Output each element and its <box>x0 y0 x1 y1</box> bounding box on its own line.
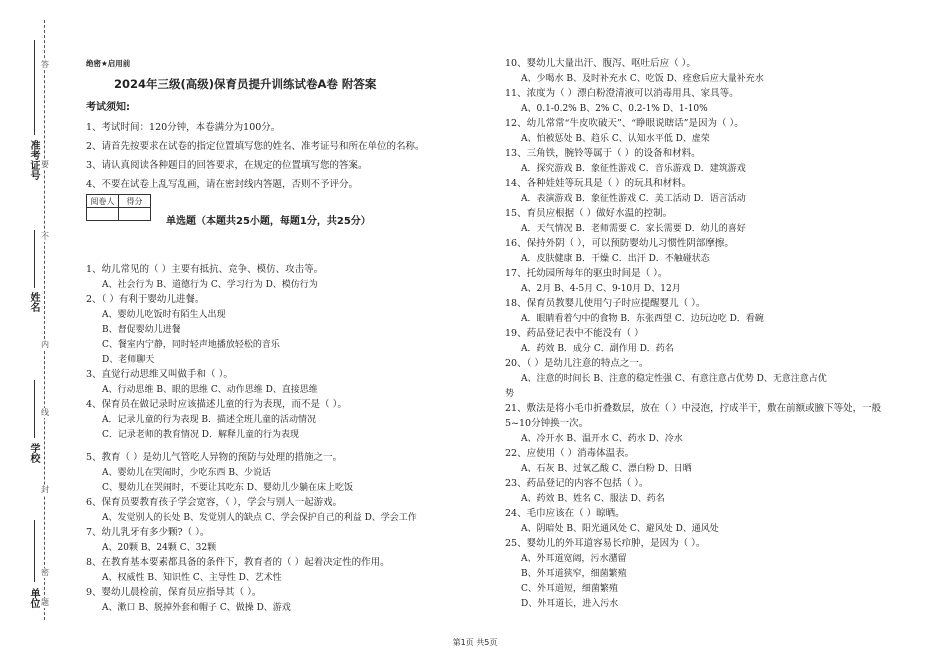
seal-char-ti: 题 <box>41 598 49 607</box>
question-text: 3、直觉行动思维又叫做手和（ ）。 <box>86 369 233 380</box>
question-options: A、冷开水 B、温开水 C、药水 D、冷水 <box>521 434 683 444</box>
question-text: 5、教育（ ）是幼儿气管吃人异物的预防与处理的措施之一。 <box>86 452 343 463</box>
page-title: 2024年三级(高级)保育员提升训练试卷A卷 附答案 <box>114 77 377 91</box>
seal-char-da: 答 <box>41 60 49 69</box>
question-options: A．皮肤健康 B．干燥 C．出汗 D．不触碰状态 <box>521 254 710 264</box>
question-text: 5~10分钟换一次。 <box>505 418 589 429</box>
question-text: 6、保育员要教育孩子学会宽容，（ ），学会与别人一起游戏。 <box>86 497 343 508</box>
field-unit-label <box>26 588 40 612</box>
notice-item-3: 3、请认真阅读各种题目的回答要求，在规定的位置填写您的答案。 <box>86 160 368 171</box>
question-text: 22、应使用（ ）消毒体温表。 <box>505 448 635 459</box>
field-school-line <box>34 380 35 438</box>
seal-line <box>44 20 45 620</box>
question-options: A、少喝水 B、及时补充水 C、吃饭 D、痊愈后应大量补充水 <box>521 74 764 84</box>
field-unit-line <box>34 520 35 582</box>
question-text: 25、婴幼儿的外耳道容易长疖肿，是因为（ ）。 <box>505 538 706 549</box>
question-options: A、20颗 B、24颗 C、32颗 <box>102 543 217 553</box>
question-options: A．眼睛看着勺中的食物 B．东张西望 C．边玩边吃 D．看碗 <box>521 314 764 324</box>
question-options: B、督促婴幼儿进餐 <box>102 325 181 335</box>
question-options: A、行动思维 B、眼的思维 C、动作思维 D、直接思维 <box>102 385 318 395</box>
question-options: A、石灰 B、过氧乙酸 C、漂白粉 D、日晒 <box>521 464 692 474</box>
field-school-label <box>26 443 40 467</box>
question-options: 势 <box>505 389 515 399</box>
question-options: A、权威性 B、知识性 C、主导性 D、艺术性 <box>102 573 282 583</box>
question-text: 16、保持外阴（ ），可以预防婴幼儿习惯性阴部摩擦。 <box>505 238 734 249</box>
field-exam-number-line <box>34 40 35 135</box>
secret-mark: 绝密★启用前 <box>86 59 131 68</box>
question-text: 9、婴幼儿晨检前，保育员应指导其（ ）。 <box>86 587 262 598</box>
question-text: 2、（ ）有利于婴幼儿进餐。 <box>86 294 205 305</box>
question-options: C．记录老师的教育情况 D．解释儿童的行为表现 <box>102 430 299 440</box>
question-options: A、社会行为 B、道德行为 C、学习行为 D、模仿行为 <box>102 280 318 290</box>
question-text: 20、（ ）是幼儿注意的特点之一。 <box>505 358 649 369</box>
question-options: A．天气情况 B．老师需要 C．家长需要 D．幼儿的喜好 <box>521 224 746 234</box>
field-exam-number-label <box>26 140 40 184</box>
question-options: C、外耳道短，细菌繁殖 <box>521 584 618 594</box>
field-name-text: 姓名 <box>28 292 39 312</box>
seal-char-mi: 密 <box>41 568 49 577</box>
score-table <box>86 194 151 221</box>
question-options: A、外耳道宽阔，污水潴留 <box>521 554 627 564</box>
field-school-text: 学校 <box>28 443 39 463</box>
section-heading: 单选题（本题共25小题，每题1分，共25分） <box>166 216 371 227</box>
field-name-line <box>34 230 35 288</box>
question-text: 10、婴幼儿大量出汗、腹泻、呕吐后应（ ）。 <box>505 58 696 69</box>
question-options: A．探究游戏 B．象征性游戏 C．音乐游戏 D．建筑游戏 <box>521 164 746 174</box>
question-options: A、婴幼儿吃饭时有陌生人出现 <box>102 310 226 320</box>
question-options: A、药效 B、姓名 C、服法 D、药名 <box>521 494 665 504</box>
field-exam-number-text: 准考证号 <box>28 140 39 180</box>
question-text: 14、各种娃娃等玩具是（ ）的玩具和材料。 <box>505 178 692 189</box>
notice-item-1: 1、考试时间：120分钟，本卷满分为100分。 <box>86 122 281 133</box>
seal-char-bu: 不 <box>41 232 49 241</box>
question-text: 1、幼儿常见的（ ）主要有抵抗、竞争、模仿、攻击等。 <box>86 264 324 275</box>
question-options: A．记录儿童的行为表现 B．描述全班儿童的活动情况 <box>102 415 316 425</box>
question-options: A、漱口 B、脱掉外套和帽子 C、做操 D、游戏 <box>102 603 291 613</box>
question-options: A．药效 B．成分 C．副作用 D．药名 <box>521 344 674 354</box>
score-table-grader-cell[interactable] <box>87 208 119 221</box>
score-table-score-cell[interactable] <box>119 208 151 221</box>
question-options: A、0.1-0.2% B、2% C、0.2-1% D、1-10% <box>521 104 708 114</box>
question-options: B、外耳道狭窄，细菌繁殖 <box>521 569 627 579</box>
question-options: D、外耳道长，进入污水 <box>521 599 619 609</box>
question-options: A．表演游戏 B．象征性游戏 C．美工活动 D．语言活动 <box>521 194 746 204</box>
field-unit-text: 单位 <box>28 588 39 608</box>
question-text: 24、毛巾应该在（ ）晾晒。 <box>505 508 625 519</box>
question-options: A、注意的时间长 B、注意的稳定性强 C、有意注意占优势 D、无意注意占优 <box>521 374 827 384</box>
question-options: A、阴暗处 B、阳光通风处 C、避风处 D、通风处 <box>521 524 719 534</box>
question-text: 17、托幼园所每年的驱虫时间是（ ）。 <box>505 268 668 279</box>
score-table-grader: 阅卷人 <box>87 195 119 208</box>
question-options: D、老师聊天 <box>102 355 155 365</box>
seal-char-yao: 要 <box>41 160 49 169</box>
score-table-score: 得分 <box>119 195 151 208</box>
question-options: A、2月 B、4-5月 C、9-10月 D、12月 <box>521 284 681 294</box>
question-text: 13、三角铁，腕铃等属于（ ）的设备和材料。 <box>505 148 701 159</box>
question-options: A、发觉别人的长处 B、发觉别人的缺点 C、学会保护自己的利益 D、学会工作 <box>102 513 417 523</box>
question-text: 8、在教育基本要素都具备的条件下，教育者的（ ）起着决定性的作用。 <box>86 557 390 568</box>
page-footer: 第1页 共5页 <box>452 638 498 647</box>
notice-heading: 考试须知: <box>86 102 130 113</box>
binding-margin <box>0 0 80 671</box>
question-text: 15、育员应根据（ ）做好水温的控制。 <box>505 208 673 219</box>
seal-char-xian: 线 <box>41 408 49 417</box>
question-options: A、婴幼儿在哭闹时，少吃东西 B、少说话 <box>102 468 271 478</box>
question-text: 7、幼儿乳牙有多少颗?（ ）。 <box>86 527 210 538</box>
question-text: 4、保育员在做记录时应该描述儿童的行为表现，而不是（ ）。 <box>86 399 347 410</box>
notice-item-2: 2、请首先按要求在试卷的指定位置填写您的姓名、准考证号和所在单位的名称。 <box>86 141 425 152</box>
question-text: 11、浓度为（ ）漂白粉澄清液可以消毒用具、家具等。 <box>505 88 739 99</box>
question-text: 12、幼儿常常“牛皮吹破天”、“睁眼说瞎话”是因为（ ）。 <box>505 118 744 129</box>
notice-item-4: 4、不要在试卷上乱写乱画，请在密封线内答题，否则不予评分。 <box>86 179 359 190</box>
field-name-label <box>26 292 40 316</box>
seal-char-nei: 内 <box>41 340 49 349</box>
question-options: C、婴幼儿在哭闹时，不要让其吃东 D、婴幼儿少躺在床上吃饭 <box>102 483 353 493</box>
question-options: A、怕被惩处 B、趋乐 C、认知水平低 D、虚荣 <box>521 134 710 144</box>
seal-char-feng: 封 <box>41 485 49 494</box>
question-text: 23、药品登记的内容不包括（ ）。 <box>505 478 649 489</box>
question-text: 18、保育员教婴儿使用勺子时应提醒婴儿（ ）。 <box>505 298 706 309</box>
question-options: C、餐室内宁静，同时轻声地播放轻松的音乐 <box>102 340 280 350</box>
question-text: 19、药品登记表中不能没有（ ） <box>505 328 644 339</box>
question-text: 21、敷法是将小毛巾折叠数层，放在（ ）中浸泡，拧成半干，敷在前额或腋下等处，一般 <box>505 403 882 414</box>
